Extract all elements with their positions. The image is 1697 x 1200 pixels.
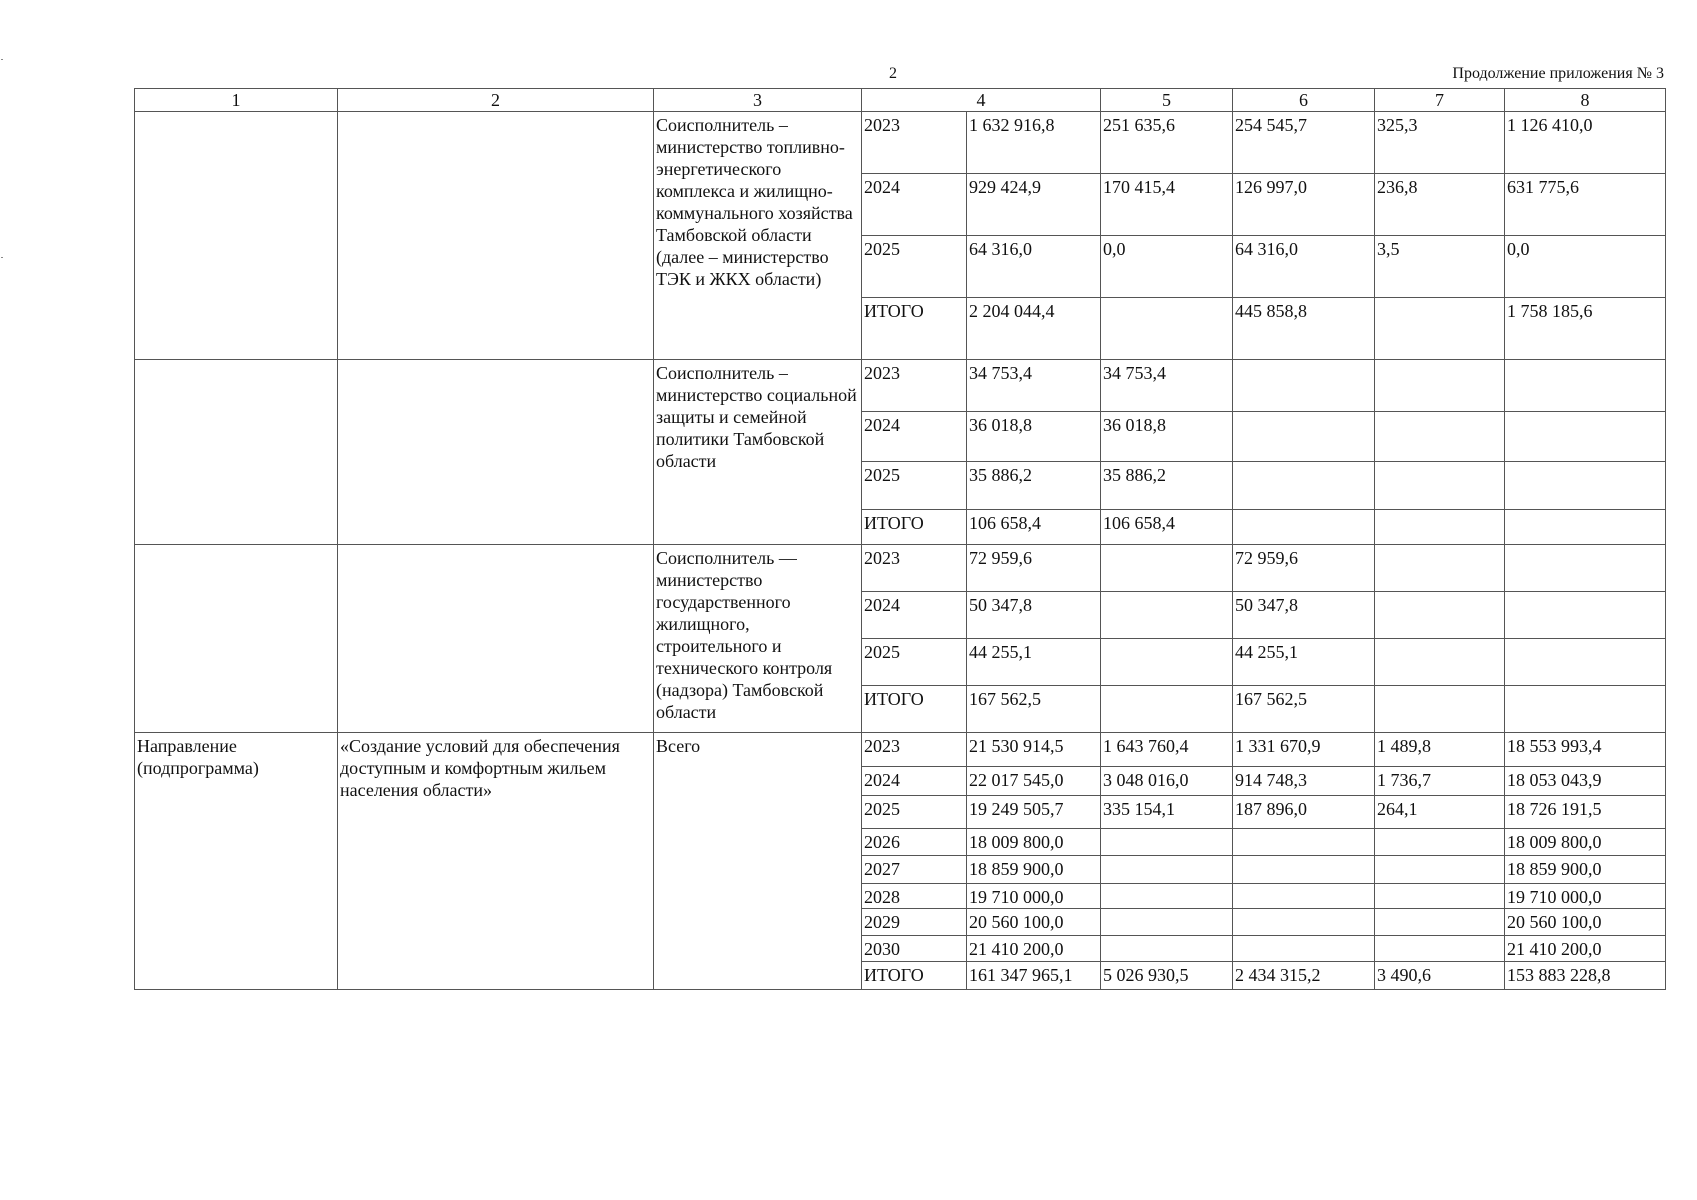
regional-cell: 64 316,0 bbox=[1233, 236, 1375, 298]
extra-cell bbox=[1505, 462, 1666, 510]
federal-cell bbox=[1101, 639, 1233, 686]
federal-cell: 335 154,1 bbox=[1101, 796, 1233, 829]
total-cell: 21 530 914,5 bbox=[967, 733, 1101, 767]
year-cell: 2025 bbox=[862, 462, 967, 510]
year-cell: 2025 bbox=[862, 236, 967, 298]
year-cell: 2026 bbox=[862, 829, 967, 856]
total-cell: 2 204 044,4 bbox=[967, 298, 1101, 360]
local-cell bbox=[1375, 856, 1505, 884]
total-cell: 50 347,8 bbox=[967, 592, 1101, 639]
local-cell bbox=[1375, 510, 1505, 545]
year-cell: 2029 bbox=[862, 909, 967, 936]
year-cell: 2025 bbox=[862, 796, 967, 829]
local-cell: 325,3 bbox=[1375, 112, 1505, 174]
column-header: 1 bbox=[135, 89, 338, 112]
year-cell: 2024 bbox=[862, 592, 967, 639]
federal-cell: 106 658,4 bbox=[1101, 510, 1233, 545]
name-cell: «Создание условий для обеспечения доступным и комфортным жильем населения области» bbox=[338, 733, 654, 990]
extra-cell bbox=[1505, 639, 1666, 686]
executor-cell: Соисполнитель – министерство социальной защиты и семейной политики Тамбовской области bbox=[654, 360, 862, 545]
local-cell bbox=[1375, 412, 1505, 462]
federal-cell: 1 643 760,4 bbox=[1101, 733, 1233, 767]
regional-cell: 50 347,8 bbox=[1233, 592, 1375, 639]
scan-mark bbox=[1, 59, 3, 60]
local-cell: 264,1 bbox=[1375, 796, 1505, 829]
regional-cell: 445 858,8 bbox=[1233, 298, 1375, 360]
total-cell: 20 560 100,0 bbox=[967, 909, 1101, 936]
extra-cell: 18 726 191,5 bbox=[1505, 796, 1666, 829]
regional-cell: 126 997,0 bbox=[1233, 174, 1375, 236]
local-cell: 1 489,8 bbox=[1375, 733, 1505, 767]
federal-cell bbox=[1101, 592, 1233, 639]
year-cell: 2025 bbox=[862, 639, 967, 686]
federal-cell bbox=[1101, 686, 1233, 733]
year-cell: 2030 bbox=[862, 936, 967, 962]
extra-cell: 18 553 993,4 bbox=[1505, 733, 1666, 767]
table-row bbox=[135, 112, 1666, 174]
federal-cell: 36 018,8 bbox=[1101, 412, 1233, 462]
year-cell: 2024 bbox=[862, 412, 967, 462]
extra-cell: 1 758 185,6 bbox=[1505, 298, 1666, 360]
total-cell: 18 859 900,0 bbox=[967, 856, 1101, 884]
total-cell: 161 347 965,1 bbox=[967, 962, 1101, 990]
table-row bbox=[135, 360, 1666, 412]
column-header: 4 bbox=[862, 89, 1101, 112]
local-cell bbox=[1375, 592, 1505, 639]
local-cell: 3 490,6 bbox=[1375, 962, 1505, 990]
total-cell: 34 753,4 bbox=[967, 360, 1101, 412]
direction-cell bbox=[135, 112, 338, 360]
regional-cell bbox=[1233, 884, 1375, 909]
regional-cell: 1 331 670,9 bbox=[1233, 733, 1375, 767]
year-cell: ИТОГО bbox=[862, 962, 967, 990]
total-cell: 1 632 916,8 bbox=[967, 112, 1101, 174]
local-cell: 3,5 bbox=[1375, 236, 1505, 298]
name-cell bbox=[338, 545, 654, 733]
annex-label: Продолжение приложения № 3 bbox=[1452, 65, 1664, 82]
extra-cell: 631 775,6 bbox=[1505, 174, 1666, 236]
extra-cell: 18 053 043,9 bbox=[1505, 767, 1666, 796]
total-cell: 72 959,6 bbox=[967, 545, 1101, 592]
executor-cell: Соисполнитель — министерство государственного жилищного, строительного и технического контроля (надзора) Тамбовской области bbox=[654, 545, 862, 733]
funding-table bbox=[134, 88, 1666, 990]
federal-cell: 251 635,6 bbox=[1101, 112, 1233, 174]
federal-cell: 34 753,4 bbox=[1101, 360, 1233, 412]
federal-cell bbox=[1101, 545, 1233, 592]
extra-cell: 21 410 200,0 bbox=[1505, 936, 1666, 962]
name-cell bbox=[338, 360, 654, 545]
executor-cell: Всего bbox=[654, 733, 862, 990]
year-cell: 2028 bbox=[862, 884, 967, 909]
regional-cell: 914 748,3 bbox=[1233, 767, 1375, 796]
total-cell: 167 562,5 bbox=[967, 686, 1101, 733]
regional-cell bbox=[1233, 462, 1375, 510]
column-header: 3 bbox=[654, 89, 862, 112]
regional-cell bbox=[1233, 360, 1375, 412]
total-cell: 106 658,4 bbox=[967, 510, 1101, 545]
regional-cell bbox=[1233, 412, 1375, 462]
local-cell bbox=[1375, 936, 1505, 962]
year-cell: 2024 bbox=[862, 174, 967, 236]
local-cell bbox=[1375, 545, 1505, 592]
regional-cell bbox=[1233, 856, 1375, 884]
regional-cell: 2 434 315,2 bbox=[1233, 962, 1375, 990]
federal-cell bbox=[1101, 884, 1233, 909]
column-header: 7 bbox=[1375, 89, 1505, 112]
local-cell bbox=[1375, 909, 1505, 936]
extra-cell: 0,0 bbox=[1505, 236, 1666, 298]
extra-cell bbox=[1505, 686, 1666, 733]
column-header: 6 bbox=[1233, 89, 1375, 112]
total-cell: 19 710 000,0 bbox=[967, 884, 1101, 909]
local-cell bbox=[1375, 360, 1505, 412]
local-cell: 1 736,7 bbox=[1375, 767, 1505, 796]
regional-cell: 187 896,0 bbox=[1233, 796, 1375, 829]
total-cell: 929 424,9 bbox=[967, 174, 1101, 236]
year-cell: ИТОГО bbox=[862, 510, 967, 545]
column-header: 8 bbox=[1505, 89, 1666, 112]
local-cell bbox=[1375, 686, 1505, 733]
regional-cell: 72 959,6 bbox=[1233, 545, 1375, 592]
federal-cell bbox=[1101, 856, 1233, 884]
federal-cell: 3 048 016,0 bbox=[1101, 767, 1233, 796]
local-cell bbox=[1375, 639, 1505, 686]
year-cell: 2023 bbox=[862, 545, 967, 592]
year-cell: ИТОГО bbox=[862, 686, 967, 733]
regional-cell: 167 562,5 bbox=[1233, 686, 1375, 733]
regional-cell: 44 255,1 bbox=[1233, 639, 1375, 686]
extra-cell: 18 859 900,0 bbox=[1505, 856, 1666, 884]
extra-cell bbox=[1505, 412, 1666, 462]
total-cell: 18 009 800,0 bbox=[967, 829, 1101, 856]
column-header: 2 bbox=[338, 89, 654, 112]
year-cell: 2023 bbox=[862, 733, 967, 767]
regional-cell: 254 545,7 bbox=[1233, 112, 1375, 174]
table-row bbox=[135, 733, 1666, 767]
regional-cell bbox=[1233, 909, 1375, 936]
table-row bbox=[135, 545, 1666, 592]
year-cell: 2027 bbox=[862, 856, 967, 884]
total-cell: 44 255,1 bbox=[967, 639, 1101, 686]
total-cell: 64 316,0 bbox=[967, 236, 1101, 298]
column-header: 5 bbox=[1101, 89, 1233, 112]
extra-cell bbox=[1505, 510, 1666, 545]
local-cell bbox=[1375, 298, 1505, 360]
total-cell: 21 410 200,0 bbox=[967, 936, 1101, 962]
federal-cell bbox=[1101, 298, 1233, 360]
federal-cell: 5 026 930,5 bbox=[1101, 962, 1233, 990]
extra-cell: 153 883 228,8 bbox=[1505, 962, 1666, 990]
year-cell: 2023 bbox=[862, 360, 967, 412]
local-cell: 236,8 bbox=[1375, 174, 1505, 236]
total-cell: 36 018,8 bbox=[967, 412, 1101, 462]
extra-cell bbox=[1505, 360, 1666, 412]
regional-cell bbox=[1233, 829, 1375, 856]
federal-cell bbox=[1101, 829, 1233, 856]
local-cell bbox=[1375, 829, 1505, 856]
year-cell: ИТОГО bbox=[862, 298, 967, 360]
year-cell: 2023 bbox=[862, 112, 967, 174]
scan-mark bbox=[1, 257, 3, 258]
extra-cell bbox=[1505, 592, 1666, 639]
direction-cell: Направление (подпрограмма) bbox=[135, 733, 338, 990]
local-cell bbox=[1375, 884, 1505, 909]
federal-cell: 35 886,2 bbox=[1101, 462, 1233, 510]
executor-cell: Соисполнитель – министерство топливно-энергетического комплекса и жилищно-коммунального хозяйства Тамбовской области (далее – министерство ТЭК и ЖКХ области) bbox=[654, 112, 862, 360]
federal-cell: 0,0 bbox=[1101, 236, 1233, 298]
total-cell: 22 017 545,0 bbox=[967, 767, 1101, 796]
federal-cell bbox=[1101, 909, 1233, 936]
regional-cell bbox=[1233, 936, 1375, 962]
regional-cell bbox=[1233, 510, 1375, 545]
direction-cell bbox=[135, 360, 338, 545]
direction-cell bbox=[135, 545, 338, 733]
local-cell bbox=[1375, 462, 1505, 510]
name-cell bbox=[338, 112, 654, 360]
header-row bbox=[135, 89, 1666, 112]
extra-cell: 18 009 800,0 bbox=[1505, 829, 1666, 856]
total-cell: 19 249 505,7 bbox=[967, 796, 1101, 829]
federal-cell: 170 415,4 bbox=[1101, 174, 1233, 236]
extra-cell: 20 560 100,0 bbox=[1505, 909, 1666, 936]
page-number: 2 bbox=[889, 65, 897, 82]
extra-cell: 1 126 410,0 bbox=[1505, 112, 1666, 174]
extra-cell: 19 710 000,0 bbox=[1505, 884, 1666, 909]
year-cell: 2024 bbox=[862, 767, 967, 796]
total-cell: 35 886,2 bbox=[967, 462, 1101, 510]
federal-cell bbox=[1101, 936, 1233, 962]
extra-cell bbox=[1505, 545, 1666, 592]
